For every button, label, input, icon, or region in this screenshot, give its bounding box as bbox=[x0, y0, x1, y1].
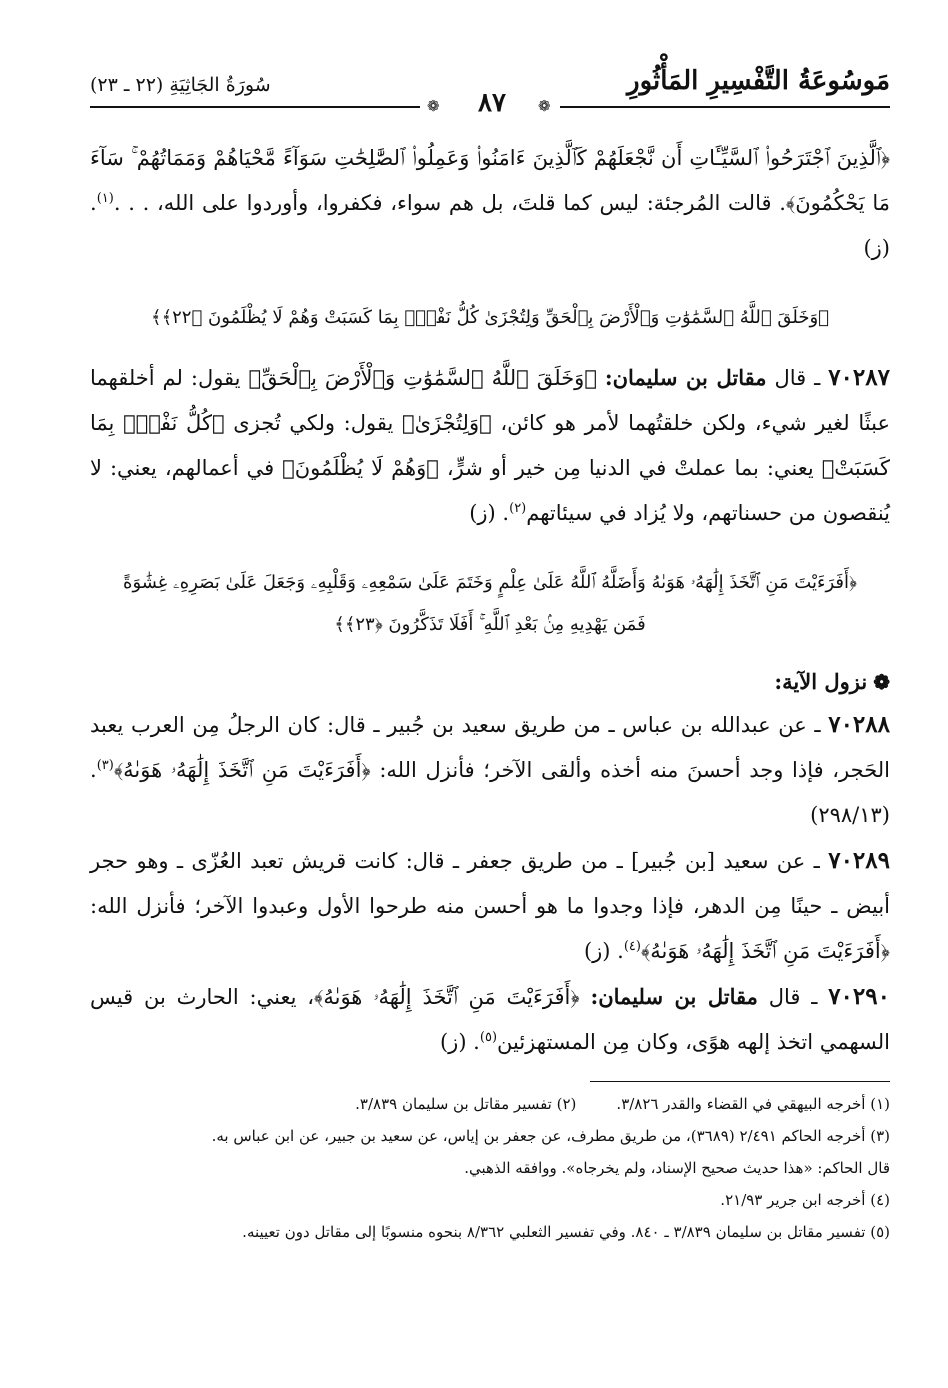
narrator-name: مقاتل بن سليمان: bbox=[590, 984, 758, 1009]
narration-70288 bbox=[90, 702, 890, 838]
header-rule-left bbox=[90, 106, 420, 108]
narration-number: ٧٠٢٨٨ bbox=[828, 711, 890, 738]
narration-number: ٧٠٢٨٩ bbox=[828, 847, 890, 874]
section-heading bbox=[90, 662, 890, 702]
quran-verse: ﴿ٱلَّذِينَ ٱجْتَرَحُوا۟ ٱلسَّيِّـَٔاتِ أَن نَّجْعَلَهُمْ كَٱلَّذِينَ ءَامَنُوا۟ وَعَمِلُوا۟ ٱلصَّٰلِحَٰتِ سَوَآءً مَّحْيَاهُمْ وَمَمَاتُهُمْ ۚ سَآءَ مَا يَحْكُمُونَ﴾ bbox=[90, 146, 890, 215]
footnote-4: (٤) أخرجه ابن جرير ٢١/٩٣. bbox=[720, 1191, 890, 1209]
source-code: . (ز) bbox=[469, 501, 510, 525]
footnote-row bbox=[90, 1088, 890, 1120]
section-heading-text: نزول الآية: bbox=[774, 669, 868, 694]
footnote-3-note: قال الحاكم: «هذا حديث صحيح الإسناد، ولم يخرجاه». ووافقه الذهبي. bbox=[464, 1159, 890, 1177]
footnote-marker[interactable]: (٥) bbox=[479, 1030, 498, 1045]
footnote-1: (١) أخرجه البيهقي في القضاء والقدر ٣/٨٢٦. bbox=[616, 1095, 890, 1113]
source-code: . (ز) bbox=[439, 1030, 480, 1054]
flower-icon: ❁ bbox=[873, 670, 890, 694]
footnotes-divider bbox=[590, 1081, 890, 1082]
footnote-marker[interactable]: (٣) bbox=[96, 758, 114, 773]
footnote-5: (٥) تفسير مقاتل بن سليمان ٣/٨٣٩ ـ ٨٤٠. وفي تفسير الثعلبي ٨/٣٦٢ بنحوه منسوبًا إلى مقاتل دون تعيينه. bbox=[242, 1223, 890, 1241]
ornament-icon: ❁ bbox=[538, 97, 551, 115]
source-code: . (٢٩٨/١٣) bbox=[90, 758, 890, 827]
narration-70287 bbox=[90, 355, 890, 536]
page-header bbox=[90, 60, 890, 120]
header-rule-right bbox=[560, 106, 890, 108]
narrator-name: مقاتل بن سليمان: bbox=[604, 365, 767, 390]
book-title: مَوسُوعَةُ التَّفْسِيرِ المَأْثُورِ bbox=[627, 66, 890, 96]
surah-reference: سُورَةُ الجَاثِيَةِ (٢٢ ـ ٢٣) bbox=[90, 74, 271, 96]
ayah-22 bbox=[90, 297, 890, 339]
narration-number: ٧٠٢٩٠ bbox=[828, 983, 890, 1010]
continued-paragraph bbox=[90, 136, 890, 271]
narration-text: ـ عن سعيد [بن جُبير] ـ من طريق جعفر ـ قال: كانت قريش تعبد العُزّى ـ وهو حجر أبيض ـ حينًا مِن الدهر، فإذا وجدوا ما هو أحسن منه طرحوا الأول وعبدوا الآخر؛ فأنزل الله: ﴿أَفَرَءَيْتَ مَنِ ٱتَّخَذَ إِلَٰهَهُۥ هَوَىٰهُ﴾ bbox=[90, 849, 890, 963]
footnote-marker[interactable]: (٢) bbox=[509, 501, 527, 516]
ornament-icon: ❁ bbox=[427, 97, 440, 115]
narration-text: ﴿أَفَرَءَيْتَ مَنِ ٱتَّخَذَ إِلَٰهَهُۥ هَوَىٰهُ﴾، يعني: الحارث بن قيس السهمي اتخذ إلهه هوًى، وكان مِن المستهزئين bbox=[90, 985, 890, 1054]
source-code: . (ز) bbox=[90, 191, 890, 260]
narration-lead: ـ قال bbox=[768, 985, 818, 1009]
footnote-3: (٣) أخرجه الحاكم ٢/٤٩١ (٣٦٨٩)، من طريق مطرف، عن جعفر بن إياس، عن سعيد بن جبير، عن ابن عباس به. bbox=[211, 1127, 890, 1145]
ayah-line-1: ﴿أَفَرَءَيْتَ مَنِ ٱتَّخَذَ إِلَٰهَهُۥ هَوَىٰهُ وَأَضَلَّهُ ٱللَّهُ عَلَىٰ عِلْمٍ وَخَتَمَ عَلَىٰ سَمْعِهِۦ وَقَلْبِهِۦ وَجَعَلَ عَلَىٰ بَصَرِهِۦ غِشَٰوَةً bbox=[123, 572, 857, 593]
page bbox=[90, 60, 890, 1350]
narration-number: ٧٠٢٨٧ bbox=[828, 364, 890, 391]
footnote-2: (٢) تفسير مقاتل بن سليمان ٣/٨٣٩. bbox=[355, 1095, 577, 1113]
narration-70290 bbox=[90, 974, 890, 1065]
page-number: ٨٧ bbox=[478, 88, 506, 118]
narration-text: ـ عن عبدالله بن عباس ـ من طريق سعيد بن جُبير ـ قال: كان الرجلُ مِن العرب يعبد الحَجر، فإذا وجد أحسنَ منه أخذه وألقى الآخر؛ فأنزل الله: ﴿أَفَرَءَيْتَ مَنِ ٱتَّخَذَ إِلَٰهَهُۥ هَوَىٰهُ﴾ bbox=[90, 713, 890, 782]
ayah-23 bbox=[90, 562, 890, 646]
narration-70289 bbox=[90, 838, 890, 974]
narration-lead: ـ قال bbox=[774, 366, 821, 390]
ayah-line-2: فَمَن يَهْدِيهِ مِنۢ بَعْدِ ٱللَّهِ ۚ أَفَلَا تَذَكَّرُونَ ﴿٢٣﴾﴾ bbox=[334, 614, 646, 635]
narration-text: ﴿وَخَلَقَ ٱللَّهُ ٱلسَّمَٰوَٰتِ وَٱلْأَرْضَ بِٱلْحَقِّ﴾ يقول: لم أخلقهما عبثًا لغير شيء، ولكن خلقتُهما لأمر هو كائن، ﴿وَلِتُجْزَىٰ﴾ يقول: ولكي تُجزى ﴿كُلُّ نَفْسٍۭ بِمَا كَسَبَتْ﴾ يعني: بما عملتْ في الدنيا مِن خير أو شرٍّ، ﴿وَهُمْ لَا يُظْلَمُونَ﴾ في أعمالهم، يعني: لا يُنقصون من حسناتهم، ولا يُزاد في سيئاتهم bbox=[90, 366, 890, 525]
footnote-marker[interactable]: (٤) bbox=[623, 939, 641, 954]
source-code: . (ز) bbox=[583, 939, 624, 963]
footnote-marker[interactable]: (١) bbox=[96, 191, 114, 206]
ayah-text: ﴿وَخَلَقَ ٱللَّهُ ٱلسَّمَٰوَٰتِ وَٱلْأَرْضَ بِٱلْحَقِّ وَلِتُجْزَىٰ كُلُّ نَفْسٍۭ بِمَا كَسَبَتْ وَهُمْ لَا يُظْلَمُونَ ﴿٢٢﴾﴾ bbox=[151, 307, 829, 328]
paragraph-text: . قالت المُرجئة: ليس كما قلتَ، بل هم سواء، فكفروا، وأوردوا على الله، . . . bbox=[113, 191, 786, 215]
